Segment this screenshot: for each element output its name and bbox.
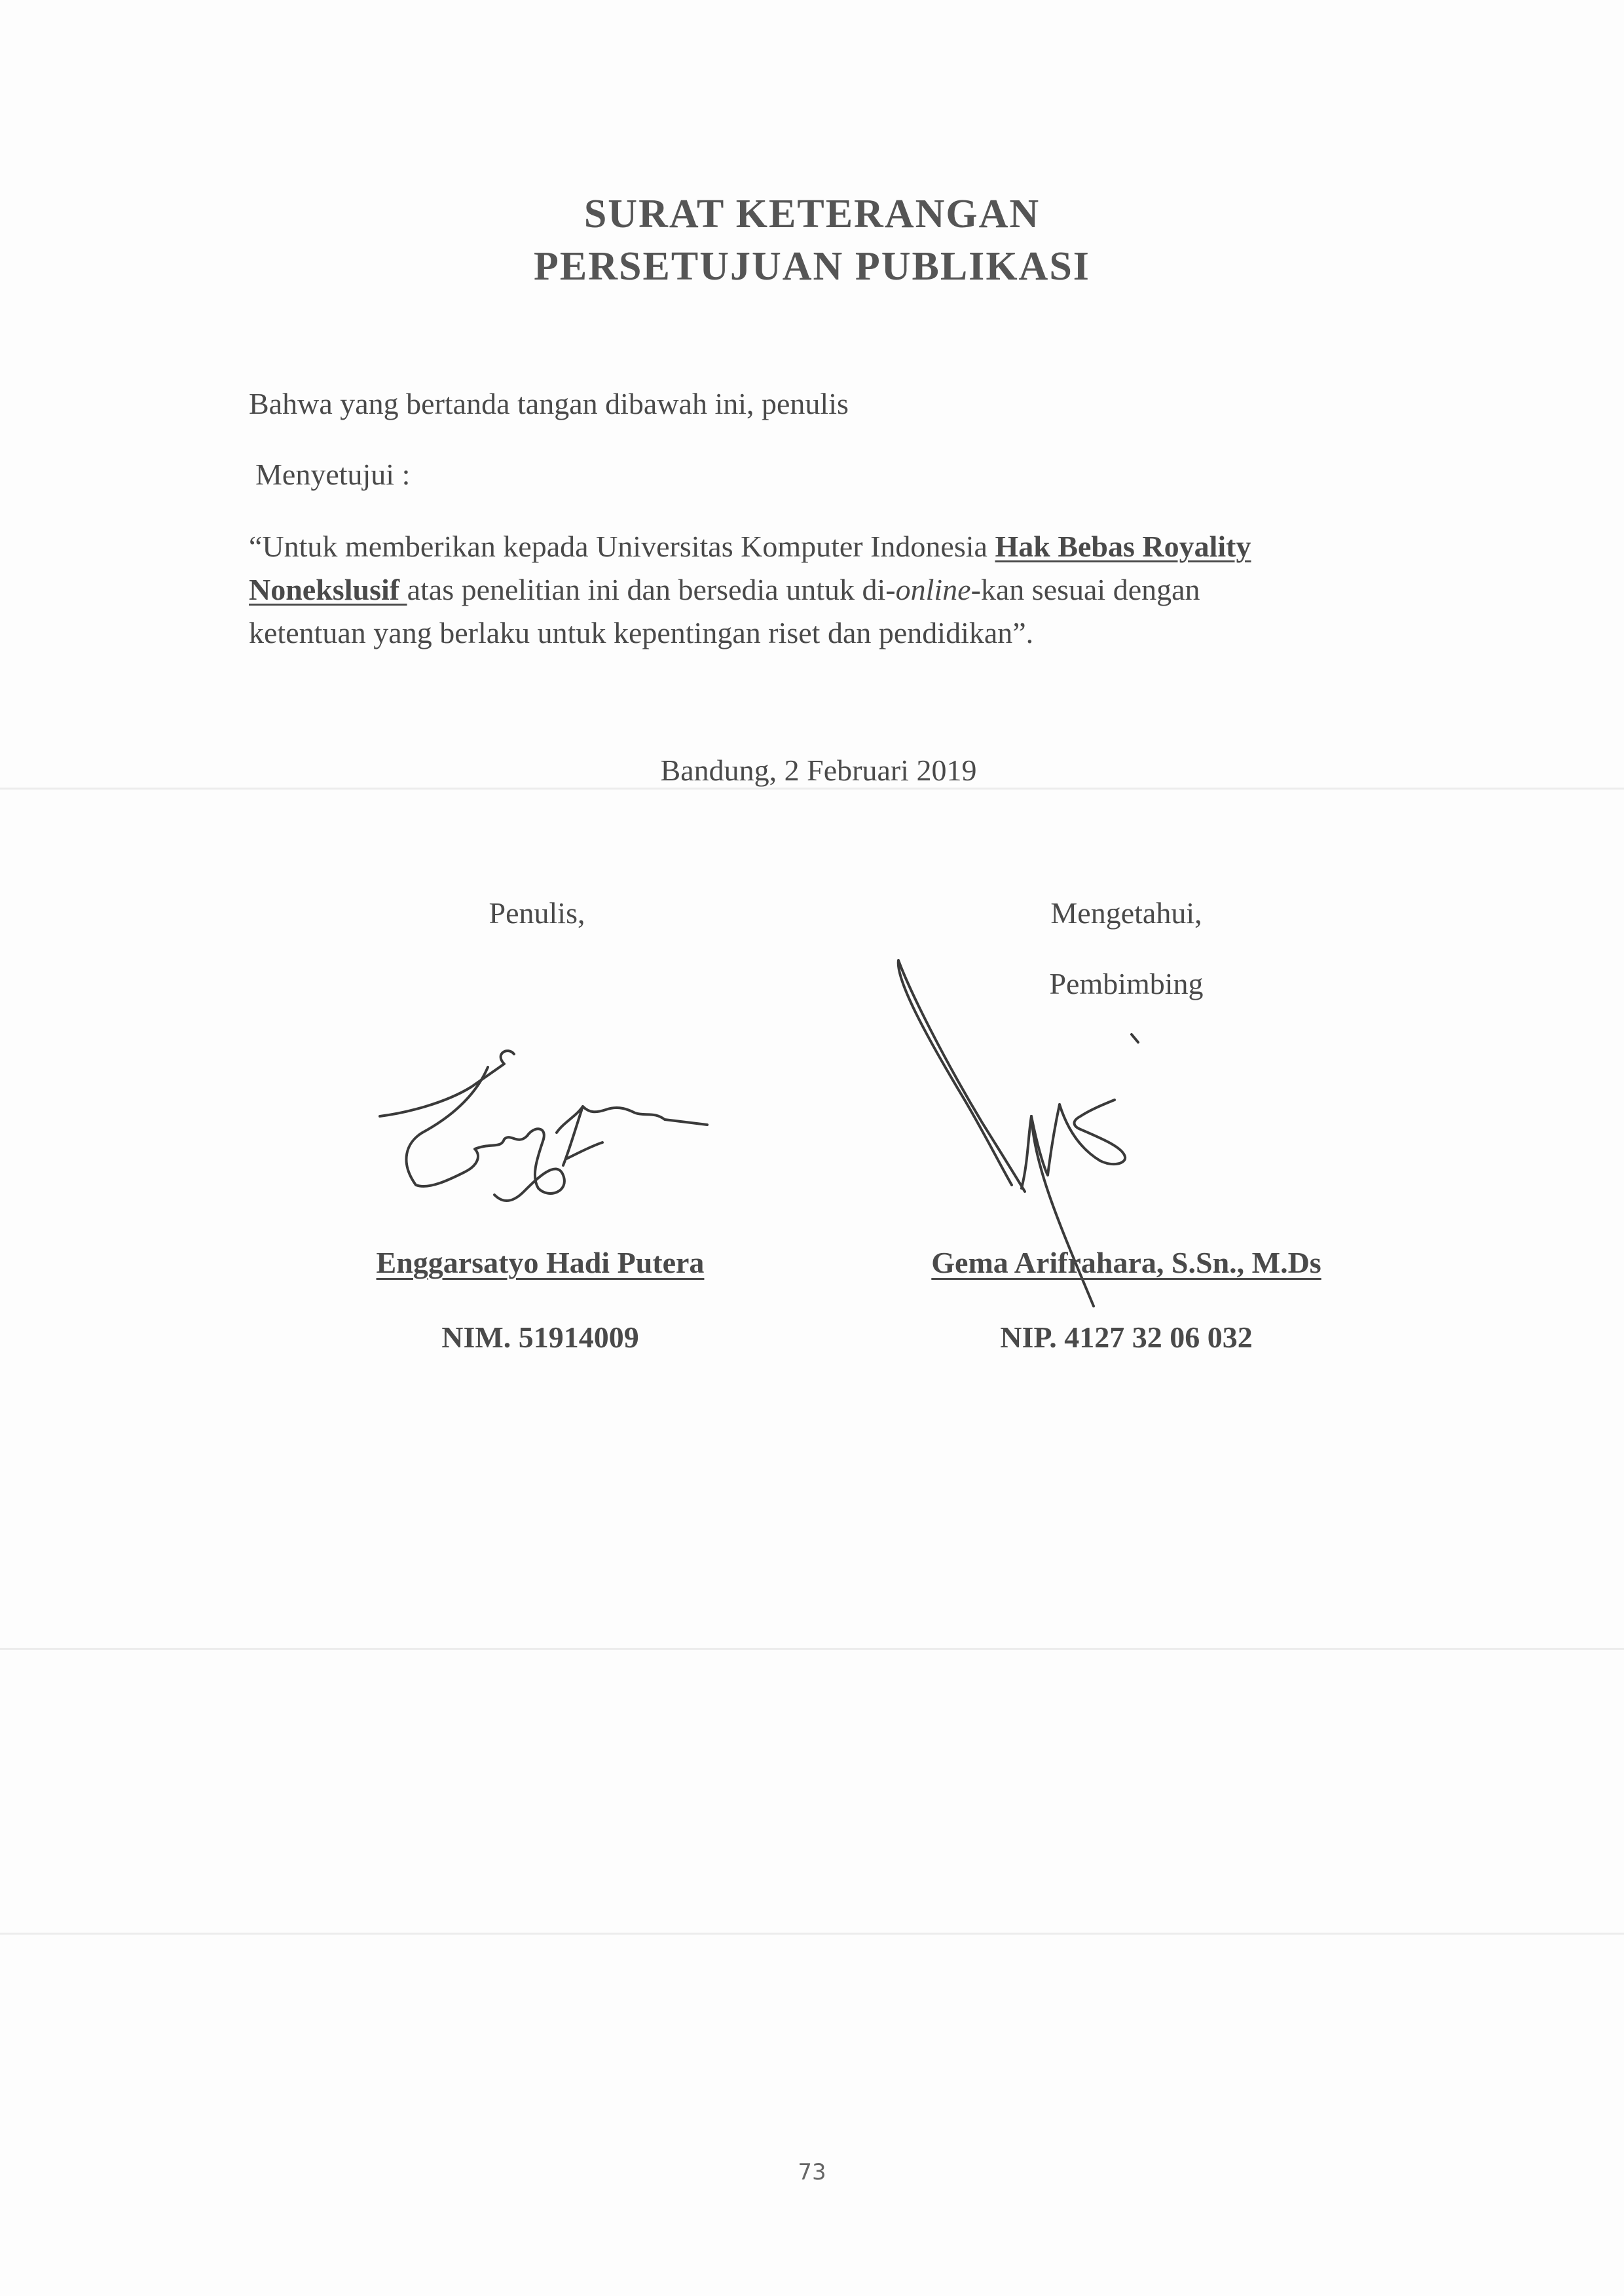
scan-fold-line [0,1648,1624,1650]
author-name: Enggarsatyo Hadi Putera [376,1246,705,1279]
title-line-2: PERSETUJUAN PUBLIKASI [534,244,1090,289]
author-role: Penulis, [489,896,585,930]
scan-fold-line [0,1933,1624,1935]
page-number: 73 [798,2159,826,2185]
supervisor-name: Gema Arifrahara, S.Sn., M.Ds [931,1246,1321,1279]
statement-rights-term: Hak Bebas Royality [995,530,1251,563]
statement-line-2-suffix: -kan sesuai dengan [970,573,1200,606]
place-date: Bandung, 2 Februari 2019 [660,754,977,787]
statement-line-3: ketentuan yang berlaku untuk kepentingan riset dan pendidikan”. [249,616,1034,649]
intro-text: Bahwa yang bertanda tangan dibawah ini, penulis [249,387,849,420]
statement-line-1 [249,529,1251,564]
scan-fold-line [0,788,1624,790]
supervisor-nip: NIP. 4127 32 06 032 [1000,1321,1253,1354]
statement-line-1-prefix: “Untuk memberikan kepada Universitas Komputer Indonesia [249,530,995,563]
agree-label: Menyetujui : [255,458,411,491]
author-signature [367,1028,720,1224]
statement-nonexclusive-term: Nonekslusif [249,573,407,606]
statement-line-2-mid: atas penelitian ini dan bersedia untuk di- [407,573,896,606]
supervisor-title: Pembimbing [1049,967,1204,1000]
supervisor-role: Mengetahui, [1050,896,1202,930]
author-nim: NIM. 51914009 [441,1321,639,1354]
title-line-1: SURAT KETERANGAN [583,192,1041,236]
statement-online-word: online [895,573,971,606]
statement-line-2 [249,572,1200,607]
